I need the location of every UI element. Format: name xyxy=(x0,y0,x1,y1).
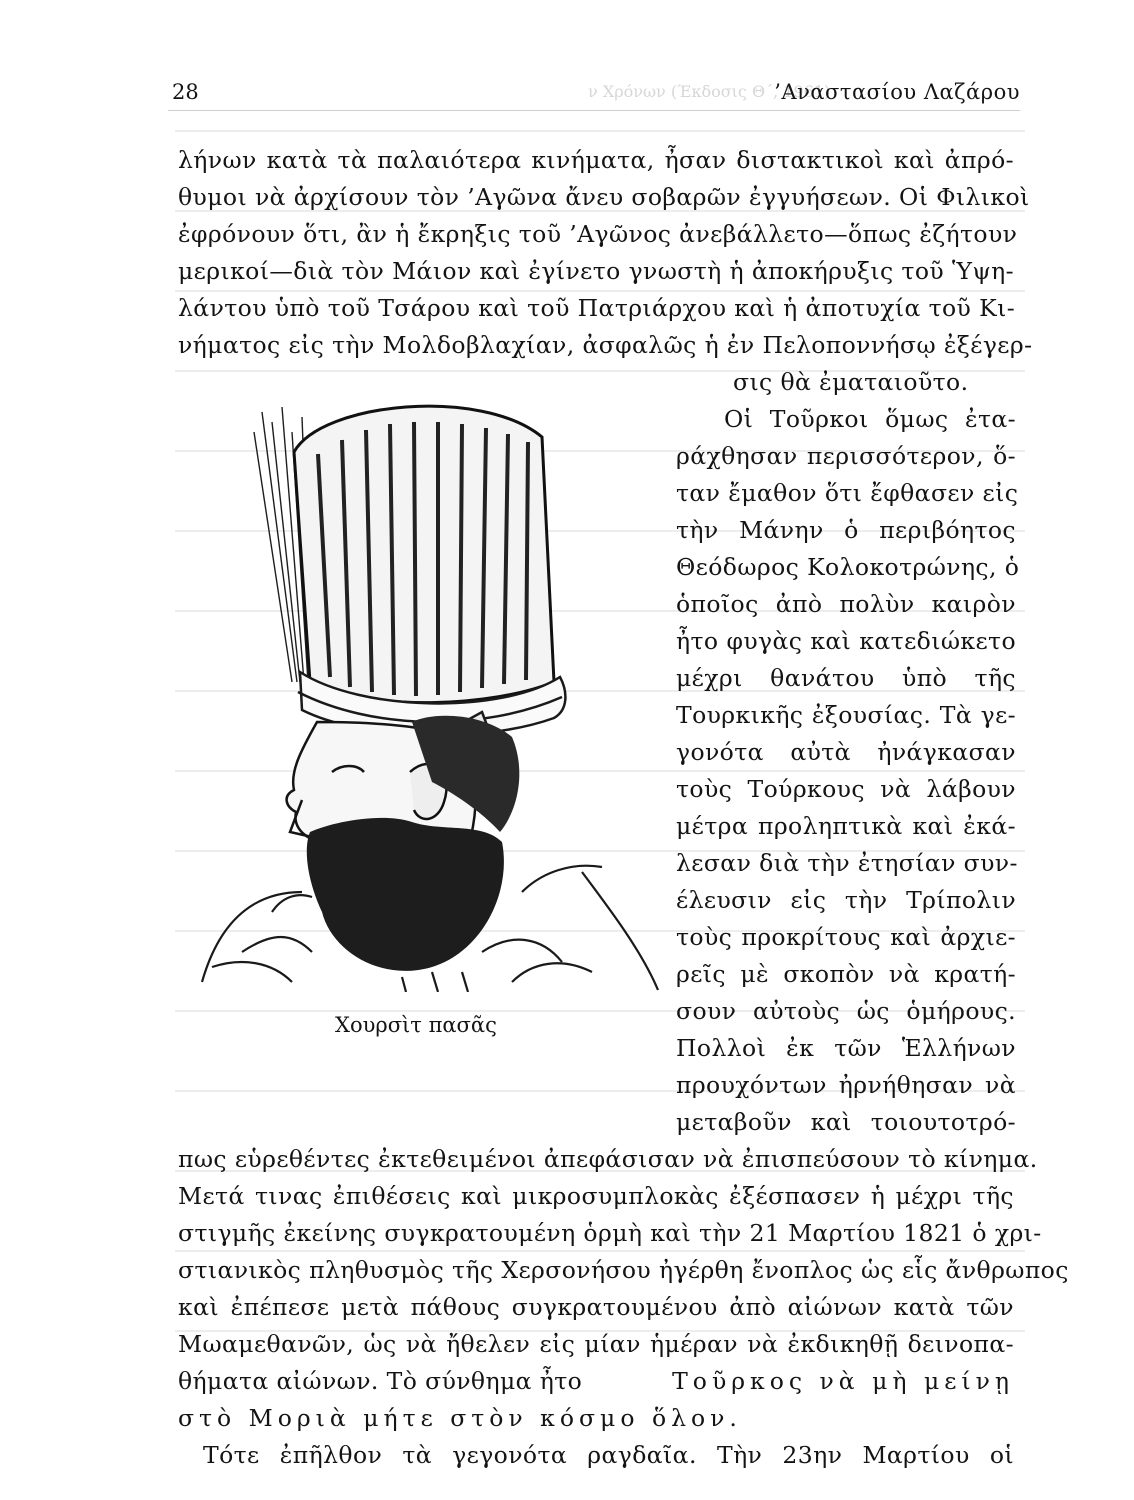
text-line: μεταβοῦν καὶ τοιουτοτρό- xyxy=(676,1108,1016,1136)
text-line: Πολλοὶ ἐκ τῶν Ἑλλήνων xyxy=(676,1034,1016,1062)
motto-part-2: στὸ Μοριὰ μήτε στὸν κόσμο ὅλον. xyxy=(178,1404,742,1432)
text-line-motto xyxy=(178,1367,1014,1395)
motto-intro: θήματα αἰώνων. Τὸ σύνθημα ἦτο xyxy=(178,1367,583,1395)
text-line: λήνων κατὰ τὰ παλαιότερα κινήματα, ἦσαν διστακτικοὶ καὶ ἀπρό- xyxy=(178,146,1014,174)
text-line: νήματος εἰς τὴν Μολδοβλαχίαν, ἀσφαλῶς ἡ ἐν Πελοποννήσῳ ἐξέγερ- xyxy=(178,331,1033,359)
text-line: ὁποῖος ἀπὸ πολὺν καιρὸν xyxy=(676,590,1016,618)
text-line: ἦτο φυγὰς καὶ κατεδιώκετο xyxy=(676,627,1016,655)
text-line: μέχρι θανάτου ὑπὸ τῆς xyxy=(676,664,1016,692)
text-line: Τότε ἐπῆλθον τὰ γεγονότα ραγδαῖα. Τὴν 23ην Μαρτίου οἱ xyxy=(203,1441,1014,1469)
text-line: σουν αὐτοὺς ὡς ὁμήρους. xyxy=(676,997,1016,1025)
text-line: καὶ ἐπέπεσε μετὰ πάθους συγκρατουμένου ἀπὸ αἰώνων κατὰ τῶν xyxy=(178,1293,1014,1321)
portrait-illustration xyxy=(182,392,660,992)
text-line: έλευσιν εἰς τὴν Τρίπολιν xyxy=(676,886,1016,914)
text-line: λεσαν διὰ τὴν ἐτησίαν συν- xyxy=(676,849,1018,877)
page-number: 28 xyxy=(172,80,199,104)
text-line: πως εὑρεθέντες ἐκτεθειμένοι ἀπεφάσισαν νὰ ἐπισπεύσουν τὸ κίνημα. xyxy=(178,1145,1038,1173)
text-line: ἐφρόνουν ὅτι, ἂν ἡ ἔκρηξις τοῦ ’Αγῶνος ἀνεβάλλετο—ὅπως ἐζήτουν xyxy=(178,220,1018,248)
text-line: προυχόντων ἠρνήθησαν νὰ xyxy=(676,1071,1016,1099)
text-line: σις θὰ ἐματαιοῦτο. xyxy=(733,368,969,396)
show-through-header: ν Χρόνων (Έκδοσις Θ΄, 1961) xyxy=(588,82,831,101)
author-running-head: ’Αναστασίου Λαζάρου xyxy=(774,80,1020,104)
running-header xyxy=(168,80,1020,110)
text-line: στιανικὸς πληθυσμὸς τῆς Χερσονήσου ἠγέρθη ἔνοπλος ὡς εἷς ἄνθρωπος xyxy=(178,1256,1069,1284)
text-line: λάντου ὑπὸ τοῦ Τσάρου καὶ τοῦ Πατριάρχου καὶ ἡ ἀποτυχία τοῦ Κι- xyxy=(178,294,1016,322)
text-line: ρεῖς μὲ σκοπὸν νὰ κρατή- xyxy=(676,960,1016,988)
header-rule xyxy=(168,110,1020,111)
text-line: Θεόδωρος Κολοκοτρώνης, ὁ xyxy=(676,553,1020,581)
text-line: ταν ἔμαθον ὅτι ἔφθασεν εἰς xyxy=(676,479,1019,507)
text-line: Τουρκικῆς ἐξουσίας. Τὰ γε- xyxy=(676,701,1016,729)
text-line: τὴν Μάνην ὁ περιβόητος xyxy=(676,516,1016,544)
text-line: μερικοί—διὰ τὸν Μάιον καὶ ἐγίνετο γνωστὴ ἡ ἀποκήρυξις τοῦ Ὑψη- xyxy=(178,257,1014,285)
motto-part-1: Τοῦρκος νὰ μὴ μείνῃ xyxy=(672,1367,1014,1395)
text-line: ράχθησαν περισσότερον, ὅ- xyxy=(676,442,1016,470)
text-line: στιγμῆς ἐκείνης συγκρατουμένη ὁρμὴ καὶ τὴν 21 Μαρτίου 1821 ὁ χρι- xyxy=(178,1219,1042,1247)
text-line: Μωαμεθανῶν, ὡς νὰ ἤθελεν εἰς μίαν ἡμέραν νὰ ἐκδικηθῇ δεινοπα- xyxy=(178,1330,1014,1358)
fez-hat xyxy=(294,406,554,702)
figure-caption: Χουρσὶτ πασᾶς xyxy=(335,1013,497,1037)
text-line: τοὺς προκρίτους καὶ ἀρχιε- xyxy=(676,923,1016,951)
text-line: θυμοι νὰ ἀρχίσουν τὸν ’Αγῶνα ἄνευ σοβαρῶν ἐγγυήσεων. Οἱ Φιλικοὶ xyxy=(178,183,1030,211)
text-line: Μετά τινας ἐπιθέσεις καὶ μικροσυμπλοκὰς ἐξέσπασεν ἡ μέχρι τῆς xyxy=(178,1182,1014,1210)
text-line: μέτρα προληπτικὰ καὶ ἐκά- xyxy=(676,812,1016,840)
text-line: Οἱ Τοῦρκοι ὅμως ἐτα- xyxy=(724,405,1016,433)
text-line: τοὺς Τούρκους νὰ λάβουν xyxy=(676,775,1016,803)
text-line: γονότα αὐτὰ ἠνάγκασαν xyxy=(676,738,1016,766)
